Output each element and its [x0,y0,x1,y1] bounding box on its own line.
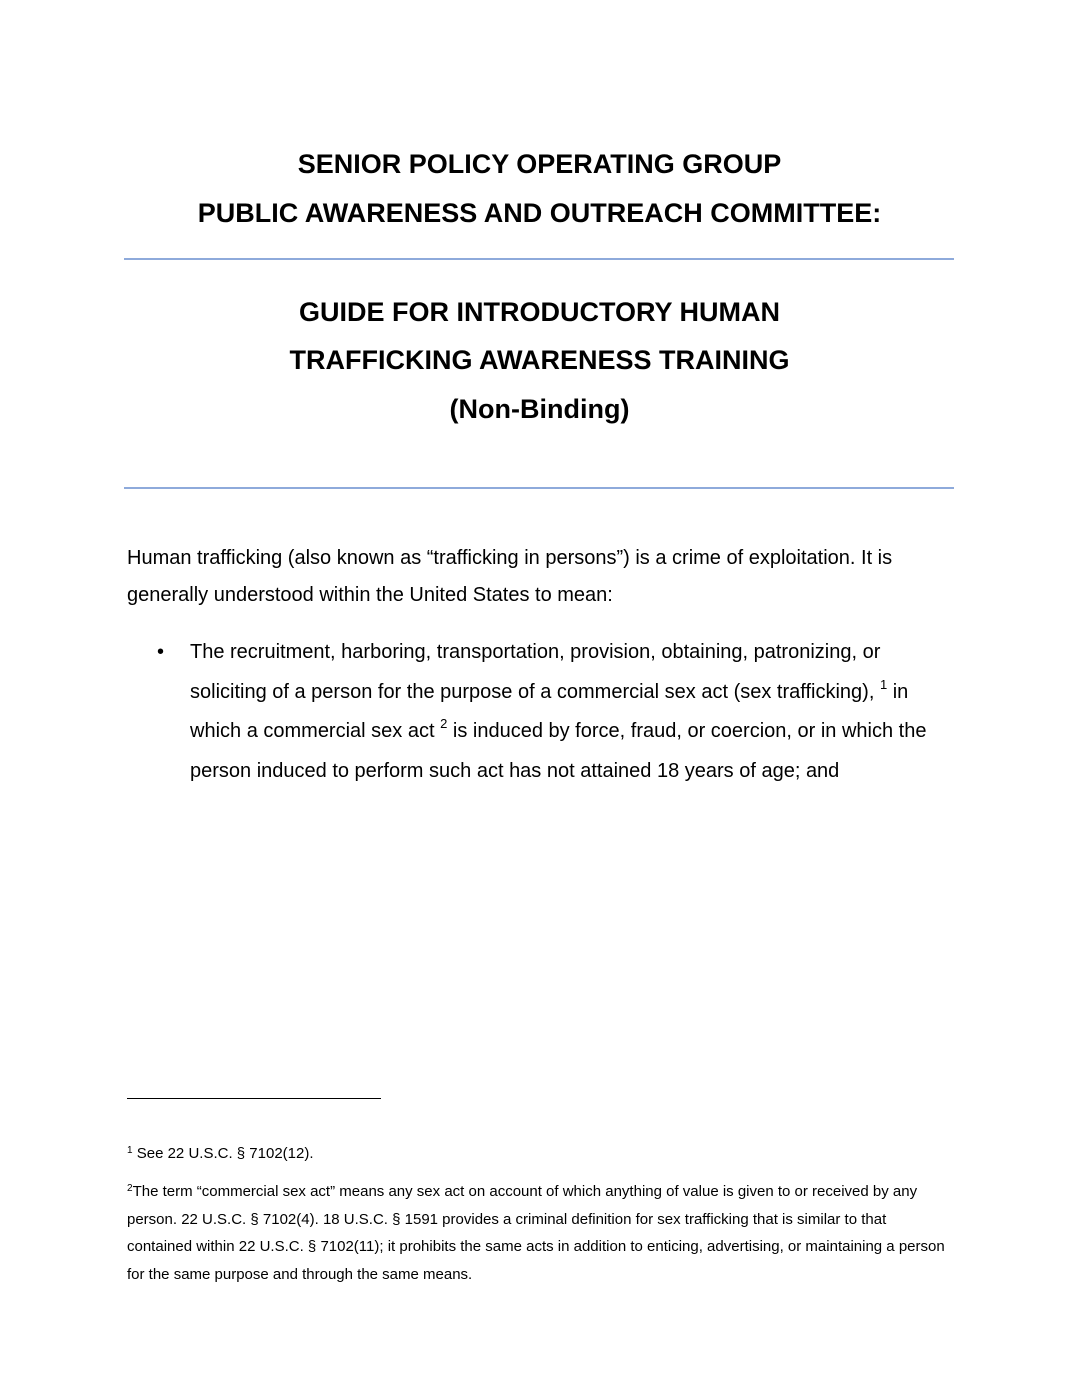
bullet-text-part3: is induced by force, fraud, or coercion, or in which the person induced to perform such act has not attained 18 years of age; and [190,720,927,782]
bullet-text-part2: in which a commercial sex act [190,680,909,743]
bullet-icon: • [157,641,165,663]
bullet-item [190,633,950,791]
header-line-1: SENIOR POLICY OPERATING GROUP [297,149,782,179]
title-line-2: TRAFFICKING AWARENESS TRAINING [289,345,790,375]
title-line-3: (Non-Binding) [449,394,630,424]
intro-paragraph: Human trafficking (also known as “trafficking in persons”) is a crime of exploitation. It is generally understood within the United States to mean: [127,547,893,606]
top-divider [124,258,954,260]
footnote-2-text: The term “commercial sex act” means any sex act on account of which anything of value is given to or received by any person. 22 U.S.C. § 7102(4). 18 U.S.C. § 1591 provides a criminal definition for sex trafficking that is similar to that contained within 22 U.S.C. § 7102(11); it prohibits the same acts in addition to enticing, advertising, or maintaining a person for the same purpose and through the same means. [127,1183,945,1283]
footnote-1-number: 1 [127,1145,133,1156]
header-line-2: PUBLIC AWARENESS AND OUTREACH COMMITTEE: [197,198,882,228]
footnote-2 [127,1178,947,1288]
footnote-1-text: See 22 U.S.C. § 7102(12). [136,1145,314,1162]
footnote-1 [127,1140,947,1168]
footnote-ref-2[interactable]: 2 [440,716,448,732]
footnote-ref-1[interactable]: 1 [879,676,888,692]
footnote-separator [127,1098,381,1099]
bullet-text-part1: The recruitment, harboring, transportation, provision, obtaining, patronizing, or soliciting of a person for the purpose of a commercial sex act (sex trafficking), [190,641,881,703]
title-line-1: GUIDE FOR INTRODUCTORY HUMAN [298,297,780,327]
footnote-2-number: 2 [127,1183,133,1194]
bottom-divider [124,487,954,489]
